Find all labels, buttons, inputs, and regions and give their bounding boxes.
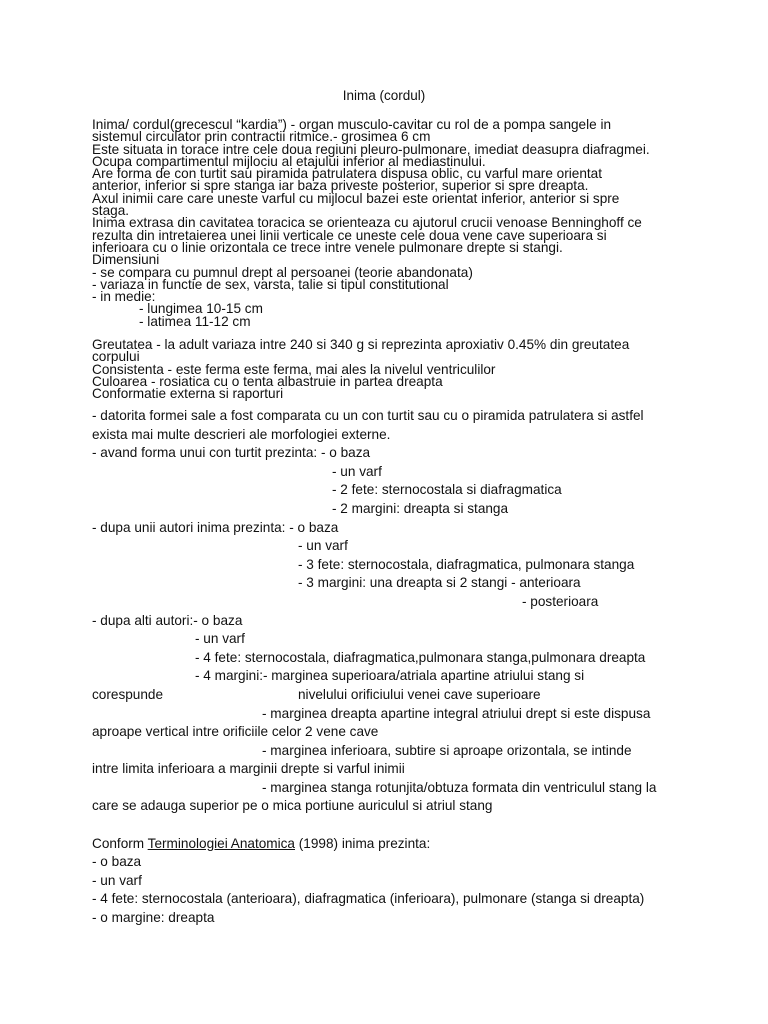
intro-line: Consistenta - este ferma este ferma, mai ales la nivelul ventriculilor xyxy=(92,361,496,377)
list-item: - o baza xyxy=(92,854,142,870)
body-line: - 3 fete: sternocostala, diafragmatica, pulmonara stanga xyxy=(298,556,635,572)
intro-line: - variaza in functie de sex, varsta, talie si tipul constitutional xyxy=(92,276,449,292)
body-line xyxy=(92,686,712,705)
intro-block xyxy=(92,119,732,401)
intro-line: - in medie: xyxy=(92,289,156,305)
dimension-width: - latimea 11-12 cm xyxy=(139,313,251,329)
spacer xyxy=(92,816,712,835)
intro-line: rezulta din intretaierea unei linii verticale ce uneste cele doua vene cave superioara si xyxy=(92,227,607,243)
list-item: - 4 fete: sternocostala (anterioara), diafragmatica (inferioara), pulmonare (stanga si dreapta) xyxy=(92,891,645,907)
intro-line: corpului xyxy=(92,349,140,365)
body-line: - 2 margini: dreapta si stanga xyxy=(332,500,509,516)
intro-line: Axul inimii care care uneste varful cu mijlocul bazei este orientat inferior, anterior si spre xyxy=(92,190,620,206)
body-text: Conform xyxy=(92,835,148,851)
intro-line: Inima extrasa din cavitatea toracica se orienteaza cu ajutorul crucii venoase Benninghoff ce xyxy=(92,215,642,231)
body-line: - posterioara xyxy=(522,593,599,609)
body-line: - marginea stanga rotunjita/obtuza formata din ventriculul stang la xyxy=(262,779,657,795)
body-line: - 4 margini:- marginea superioara/atriala apartine atriului stang si xyxy=(195,668,585,684)
body-line: - datorita formei sale a fost comparata cu un con turtit sau cu o piramida patrulatera si astfel xyxy=(92,408,644,423)
intro-line: Greutatea - la adult variaza intre 240 si 340 g si reprezinta aproxiativ 0.45% din greutatea xyxy=(92,337,630,353)
terminology-link[interactable]: Terminologiei Anatomica xyxy=(147,835,295,851)
intro-line: Este situata in torace intre cele doua regiuni pleuro-pulmonare, imediat deasupra diafragmei. xyxy=(92,141,650,157)
body-line: - marginea inferioara, subtire si aproape orizontala, se intinde xyxy=(262,742,632,758)
body-line: aproape vertical intre orificiile celor 2 vene cave xyxy=(92,724,379,740)
body-line: - un varf xyxy=(332,463,382,479)
intro-rest: - organ musculo-cavitar cu rol de a pompa sangele in xyxy=(286,117,612,132)
morphology-block xyxy=(92,407,712,928)
body-line: - un varf xyxy=(195,631,245,647)
intro-line: Are forma de con turtit sau piramida patrulatera dispusa oblic, cu varful mare orientat xyxy=(92,166,603,182)
body-line: - marginea dreapta apartine integral atriului drept si este dispusa xyxy=(262,705,651,721)
body-line: - 3 margini: una dreapta si 2 stangi - anterioara xyxy=(298,575,581,591)
body-line: care se adauga superior pe o mica portiune auriculul si atriul stang xyxy=(92,798,493,814)
intro-line: Culoarea - rosiatica cu o tenta albastruie in partea dreapta xyxy=(92,373,443,389)
body-text: corespunde xyxy=(92,686,164,702)
intro-line: inferioara cu o linie orizontala ce trece intre venele pulmonare drepte si stangi. xyxy=(92,239,563,255)
body-line: - 4 fete: sternocostala, diafragmatica,pulmonara stanga,pulmonara dreapta xyxy=(195,649,646,665)
intro-line: sistemul circulator prin contractii ritmice.- grosimea 6 cm xyxy=(92,129,431,145)
intro-line: Ocupa compartimentul mijlociu al etajului inferior al mediastinului. xyxy=(92,153,486,169)
page-title: Inima (cordul) xyxy=(342,88,426,103)
body-line: - avand forma unui con turtit prezinta: - o baza xyxy=(92,445,371,461)
body-line: - dupa unii autori inima prezinta: - o baza xyxy=(92,519,339,535)
intro-lead: Inima/ cordul(grecescul “kardia”) xyxy=(92,117,287,132)
intro-line: staga. xyxy=(92,203,130,219)
body-line: - 2 fete: sternocostala si diafragmatica xyxy=(332,482,562,498)
dimension-length: - lungimea 10-15 cm xyxy=(139,301,263,317)
body-line xyxy=(92,835,712,854)
section-heading-dimensiuni: Dimensiuni xyxy=(92,252,160,268)
body-line: - un varf xyxy=(298,538,348,554)
body-line: exista mai multe descrieri ale morfologiei externe. xyxy=(92,426,391,442)
body-text: (1998) inima prezinta: xyxy=(295,835,431,851)
intro-line: anterior, inferior si spre stanga iar baza priveste posterior, superior si spre dreapta. xyxy=(92,178,589,194)
body-text: nivelului orificiului venei cave superioare xyxy=(298,686,541,702)
list-item: - o margine: dreapta xyxy=(92,910,215,926)
body-line: - dupa alti autori:- o baza xyxy=(92,612,243,628)
intro-line: - se compara cu pumnul drept al persoanei (teorie abandonata) xyxy=(92,264,473,280)
section-heading-conformatie: Conformatie externa si raporturi xyxy=(92,386,284,402)
body-line: intre limita inferioara a marginii drepte si varful inimii xyxy=(92,761,405,777)
list-item: - un varf xyxy=(92,872,142,888)
